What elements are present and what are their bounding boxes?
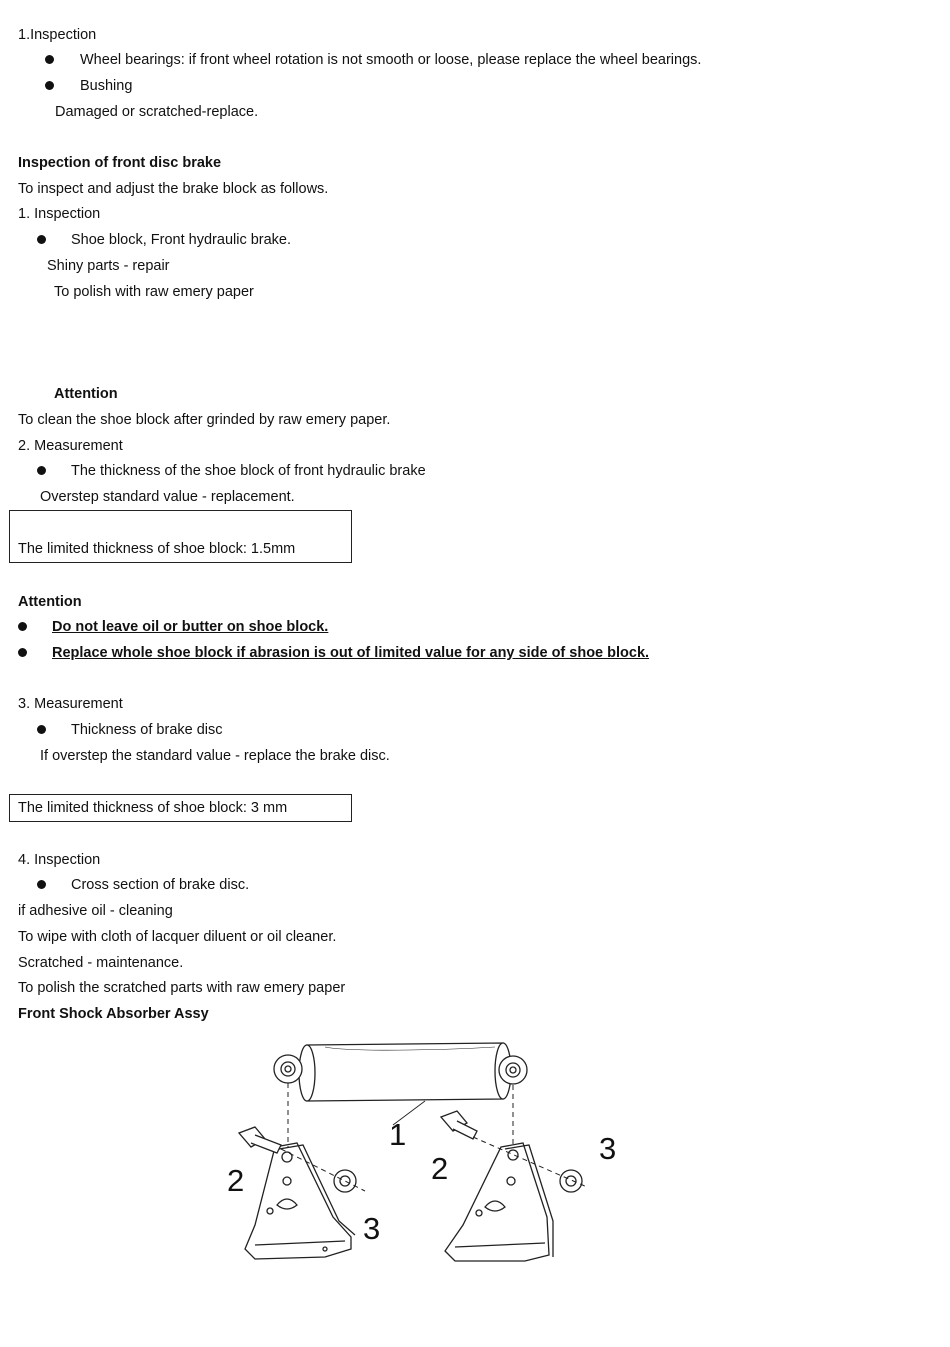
- nut-right: [560, 1170, 582, 1192]
- bullet-icon: [45, 81, 54, 90]
- bullet-icon: [37, 235, 46, 244]
- inspection-4-heading: 4. Inspection: [18, 852, 101, 868]
- polish-text: To polish with raw emery paper: [54, 284, 254, 300]
- inspection-1-heading: 1. Inspection: [18, 206, 101, 222]
- label-3-left: 3: [363, 1211, 381, 1246]
- overstep-text: Overstep standard value - replacement.: [40, 489, 295, 505]
- brake-intro: To inspect and adjust the brake block as follows.: [18, 181, 329, 197]
- attention-heading-2: Attention: [18, 594, 82, 610]
- shiny-parts-text: Shiny parts - repair: [47, 258, 170, 274]
- scratched-text: Scratched - maintenance.: [18, 955, 184, 971]
- disc-thickness-text: Thickness of brake disc: [71, 722, 223, 738]
- absorber-eye-left: [274, 1055, 302, 1083]
- measurement-2-heading: 2. Measurement: [18, 438, 123, 454]
- warning-oil-text: Do not leave oil or butter on shoe block.: [52, 619, 329, 635]
- limit-text-1: The limited thickness of shoe block: 1.5mm: [18, 541, 296, 557]
- section-heading-inspection: 1.Inspection: [18, 27, 97, 43]
- limit-text-2: The limited thickness of shoe block: 3 mm: [18, 800, 288, 816]
- bullet-icon: [37, 725, 46, 734]
- label-1: 1: [389, 1117, 407, 1152]
- bullet-icon: [37, 880, 46, 889]
- nut-left: [334, 1170, 356, 1192]
- wipe-text: To wipe with cloth of lacquer diluent or oil cleaner.: [18, 929, 337, 945]
- label-3-right: 3: [599, 1131, 617, 1166]
- label-2-left: 2: [227, 1163, 245, 1198]
- cross-section-text: Cross section of brake disc.: [71, 877, 250, 893]
- adhesive-oil-text: if adhesive oil - cleaning: [18, 903, 173, 919]
- replace-disc-text: If overstep the standard value - replace the brake disc.: [40, 748, 390, 764]
- bushing-note: Damaged or scratched-replace.: [55, 104, 259, 120]
- bullet-icon: [18, 648, 27, 657]
- label-2-right: 2: [431, 1151, 449, 1186]
- wheel-bearings-text: Wheel bearings: if front wheel rotation is not smooth or loose, please replace the wheel bearings.: [80, 52, 702, 68]
- absorber-eye-right: [499, 1056, 527, 1084]
- brake-title: Inspection of front disc brake: [18, 155, 222, 171]
- polish-scratched-text: To polish the scratched parts with raw emery paper: [18, 980, 346, 996]
- shoe-thickness-text: The thickness of the shoe block of front hydraulic brake: [71, 463, 426, 479]
- shock-absorber-diagram: [215, 1035, 635, 1275]
- bullet-icon: [45, 55, 54, 64]
- attention-heading-1: Attention: [54, 386, 118, 402]
- bullet-icon: [18, 622, 27, 631]
- bolt-left: [239, 1127, 281, 1153]
- bolt-right: [441, 1111, 477, 1139]
- shock-absorber-body: [299, 1043, 511, 1101]
- bracket-right: [445, 1143, 553, 1261]
- bracket-left: [245, 1143, 355, 1259]
- bullet-icon: [37, 466, 46, 475]
- attention-text-1: To clean the shoe block after grinded by raw emery paper.: [18, 412, 391, 428]
- warning-replace-text: Replace whole shoe block if abrasion is out of limited value for any side of shoe block.: [52, 645, 650, 661]
- bushing-text: Bushing: [80, 78, 133, 94]
- measurement-3-heading: 3. Measurement: [18, 696, 123, 712]
- shock-absorber-title: Front Shock Absorber Assy: [18, 1006, 209, 1022]
- shoe-block-text: Shoe block, Front hydraulic brake.: [71, 232, 292, 248]
